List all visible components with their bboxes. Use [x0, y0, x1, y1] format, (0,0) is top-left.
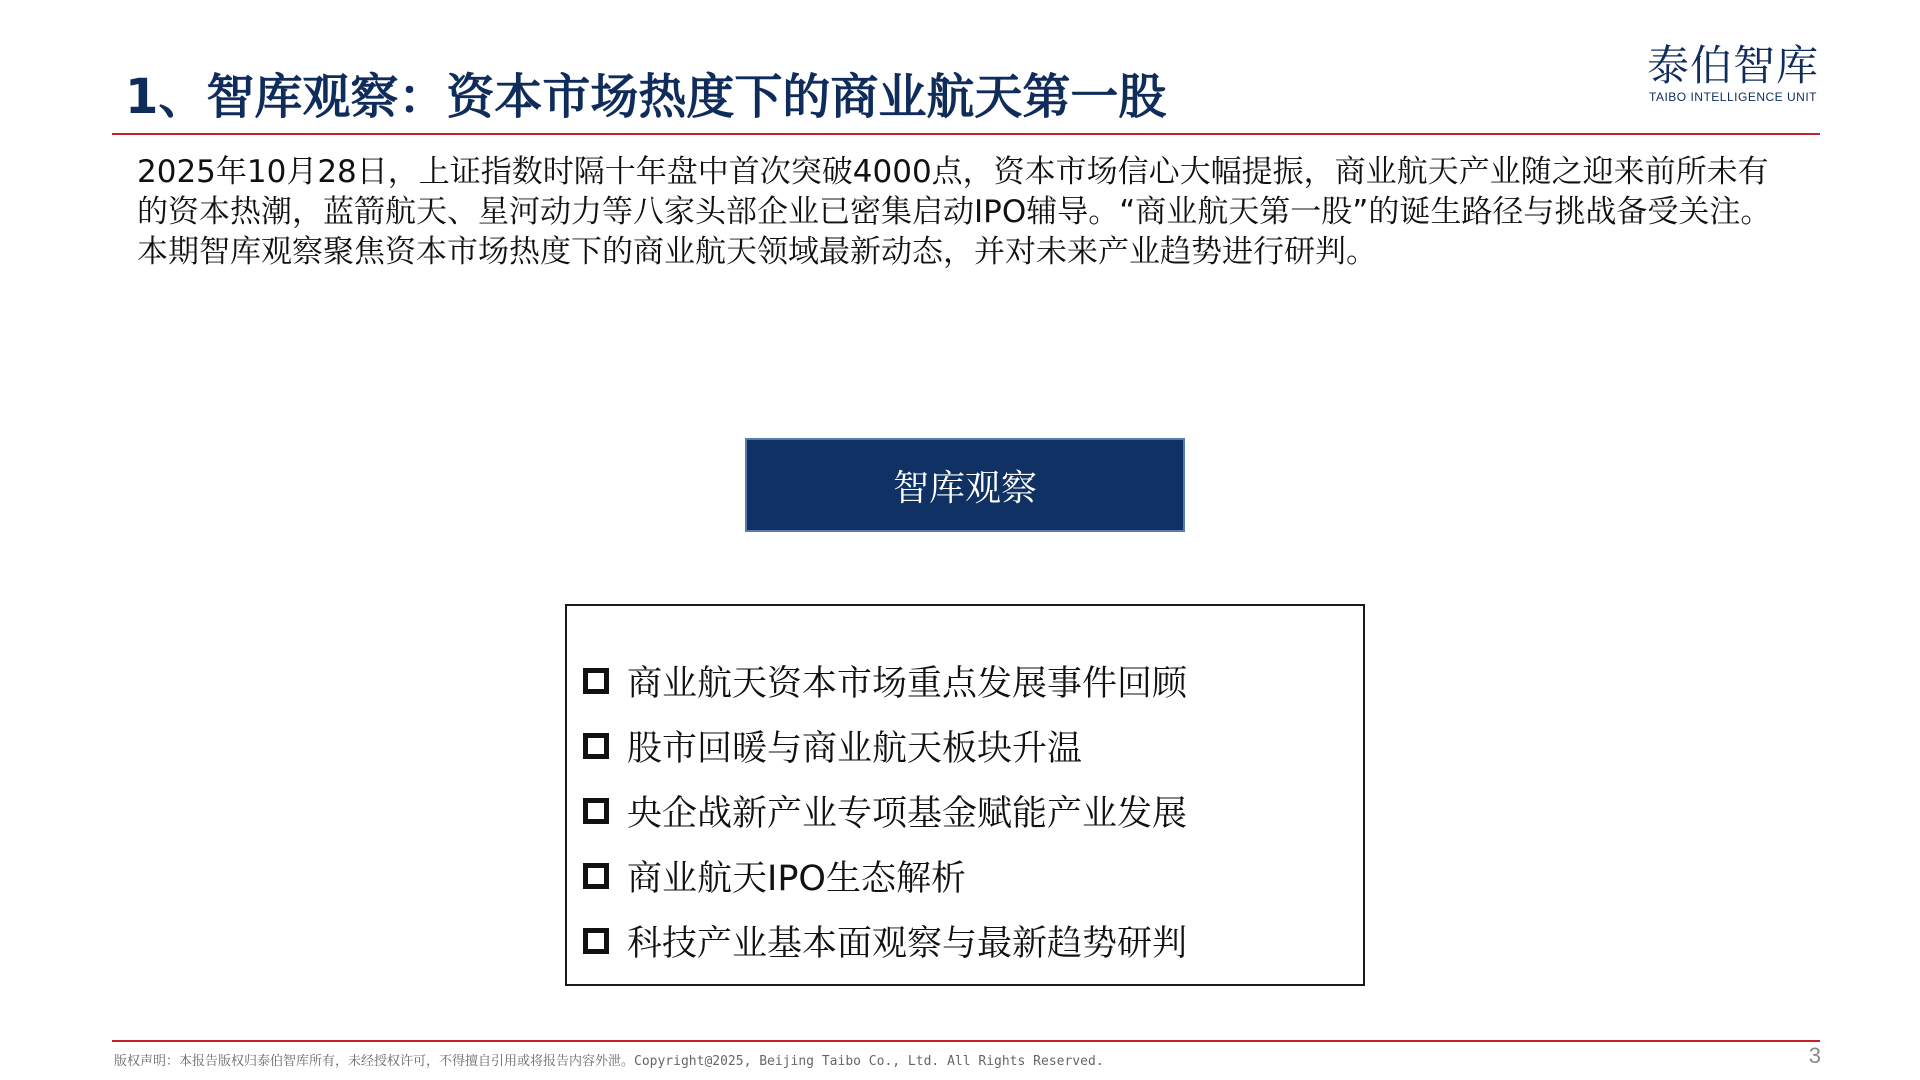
hollow-square-icon	[583, 733, 609, 759]
footer-divider	[112, 1040, 1820, 1042]
hollow-square-icon	[583, 863, 609, 889]
list-item-label: 商业航天资本市场重点发展事件回顾	[627, 663, 1188, 704]
topics-list	[583, 648, 1187, 973]
header-divider	[112, 133, 1820, 135]
list-item-label: 股市回暖与商业航天板块升温	[627, 728, 1083, 769]
topics-box	[565, 604, 1365, 986]
list-item	[583, 648, 1187, 713]
hollow-square-icon	[583, 668, 609, 694]
section-badge	[745, 438, 1185, 532]
page-number: 3	[1808, 1043, 1821, 1068]
list-item	[583, 908, 1187, 973]
list-item-label: 商业航天IPO生态解析	[627, 858, 966, 899]
hollow-square-icon	[583, 928, 609, 954]
copyright-notice: 版权声明：本报告版权归泰伯智库所有，未经授权许可，不得擅自引用或将报告内容外泄。Copyright@2025, Beijing Taibo Co., Ltd. All Rights Reserved.	[114, 1054, 1104, 1069]
list-item	[583, 843, 1187, 908]
hollow-square-icon	[583, 798, 609, 824]
logo-chinese: 泰伯智库	[1646, 41, 1819, 90]
list-item-label: 央企战新产业专项基金赋能产业发展	[627, 793, 1188, 834]
logo-english: TAIBO INTELLIGENCE UNIT	[1649, 90, 1817, 104]
list-item	[583, 778, 1187, 843]
section-badge-label: 智库观察	[892, 467, 1037, 509]
list-item-label: 科技产业基本面观察与最新趋势研判	[627, 923, 1188, 964]
intro-paragraph: 2025年10月28日，上证指数时隔十年盘中首次突破4000点，资本市场信心大幅提振，商业航天产业随之迎来前所未有的资本热潮，蓝箭航天、星河动力等八家头部企业已密集启动IPO辅导。“商业航天第一股”的诞生路径与挑战备受关注。本期智库观察聚焦资本市场热度下的商业航天领域最新动态，并对未来产业趋势进行研判。	[137, 154, 1772, 270]
slide-title: 1、智库观察：资本市场热度下的商业航天第一股	[125, 69, 1167, 125]
logo	[1643, 42, 1823, 104]
list-item	[583, 713, 1187, 778]
